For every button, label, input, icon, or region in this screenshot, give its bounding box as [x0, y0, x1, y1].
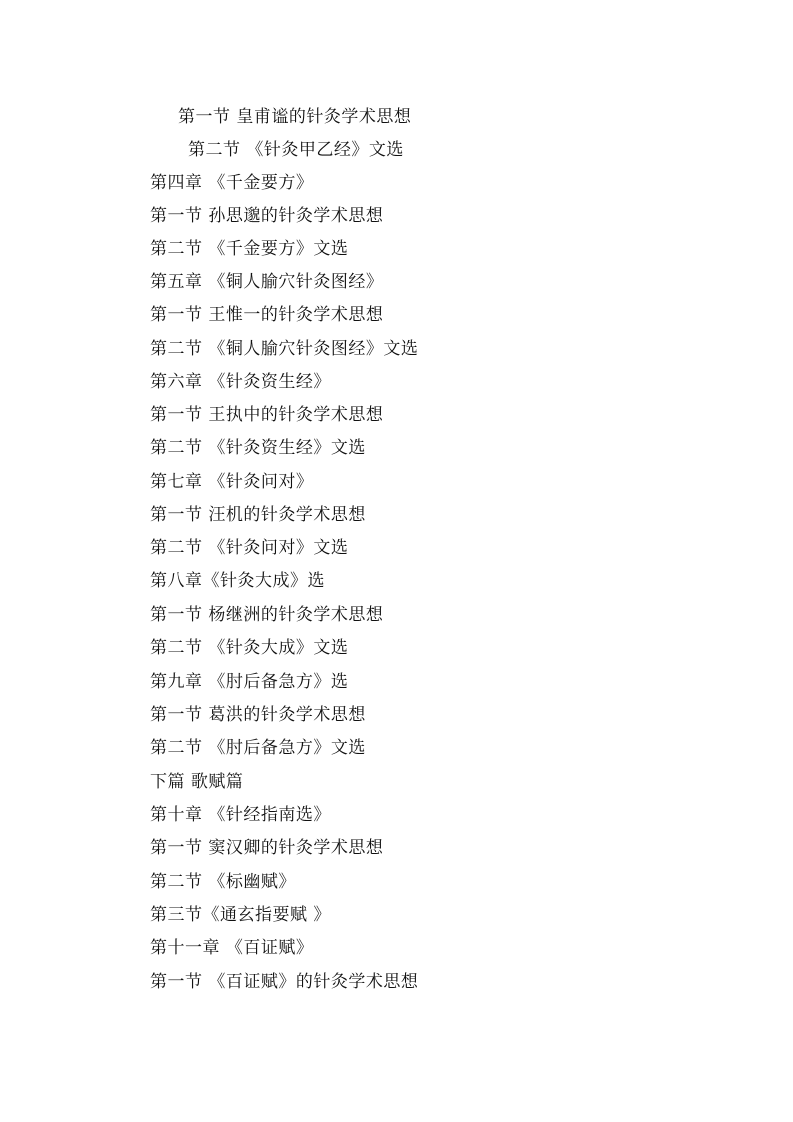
- toc-line: 第二节 《针灸资生经》文选: [150, 438, 366, 458]
- toc-line: 第一节 汪机的针灸学术思想: [150, 505, 366, 525]
- toc-line: 第十章 《针经指南选》: [150, 805, 331, 825]
- toc-line: 第一节 《百证赋》的针灸学术思想: [150, 972, 419, 992]
- toc-line: 第九章 《肘后备急方》选: [150, 672, 349, 692]
- toc-line: 第一节 葛洪的针灸学术思想: [150, 705, 366, 725]
- toc-line: 第二节 《标幽赋》: [150, 872, 296, 892]
- toc-line: 第一节 皇甫谧的针灸学术思想: [178, 107, 412, 127]
- toc-line: 第六章 《针灸资生经》: [150, 372, 331, 392]
- toc-line: 第十一章 《百证赋》: [150, 938, 314, 958]
- toc-line: 第二节 《针灸大成》文选: [150, 638, 349, 658]
- toc-line: 第一节 杨继洲的针灸学术思想: [150, 605, 384, 625]
- toc-line: 第三节《通玄指要赋 》: [150, 905, 331, 925]
- toc-line: 第二节 《针灸甲乙经》文选: [188, 140, 404, 160]
- toc-line: 第一节 王执中的针灸学术思想: [150, 405, 384, 425]
- toc-line: 第一节 王惟一的针灸学术思想: [150, 305, 384, 325]
- toc-line: 第一节 窦汉卿的针灸学术思想: [150, 838, 384, 858]
- toc-line: 第二节 《肘后备急方》文选: [150, 738, 366, 758]
- toc-line: 第八章《针灸大成》选: [150, 571, 325, 591]
- toc-line: 第二节 《针灸问对》文选: [150, 538, 349, 558]
- toc-line: 下篇 歌赋篇: [150, 772, 244, 792]
- toc-line: 第四章 《千金要方》: [150, 173, 314, 193]
- toc-line: 第一节 孙思邈的针灸学术思想: [150, 206, 384, 226]
- toc-line: 第五章 《铜人腧穴针灸图经》: [150, 272, 384, 292]
- toc-line: 第二节 《千金要方》文选: [150, 239, 349, 259]
- toc-line: 第七章 《针灸问对》: [150, 472, 314, 492]
- toc-line: 第二节 《铜人腧穴针灸图经》文选: [150, 339, 419, 359]
